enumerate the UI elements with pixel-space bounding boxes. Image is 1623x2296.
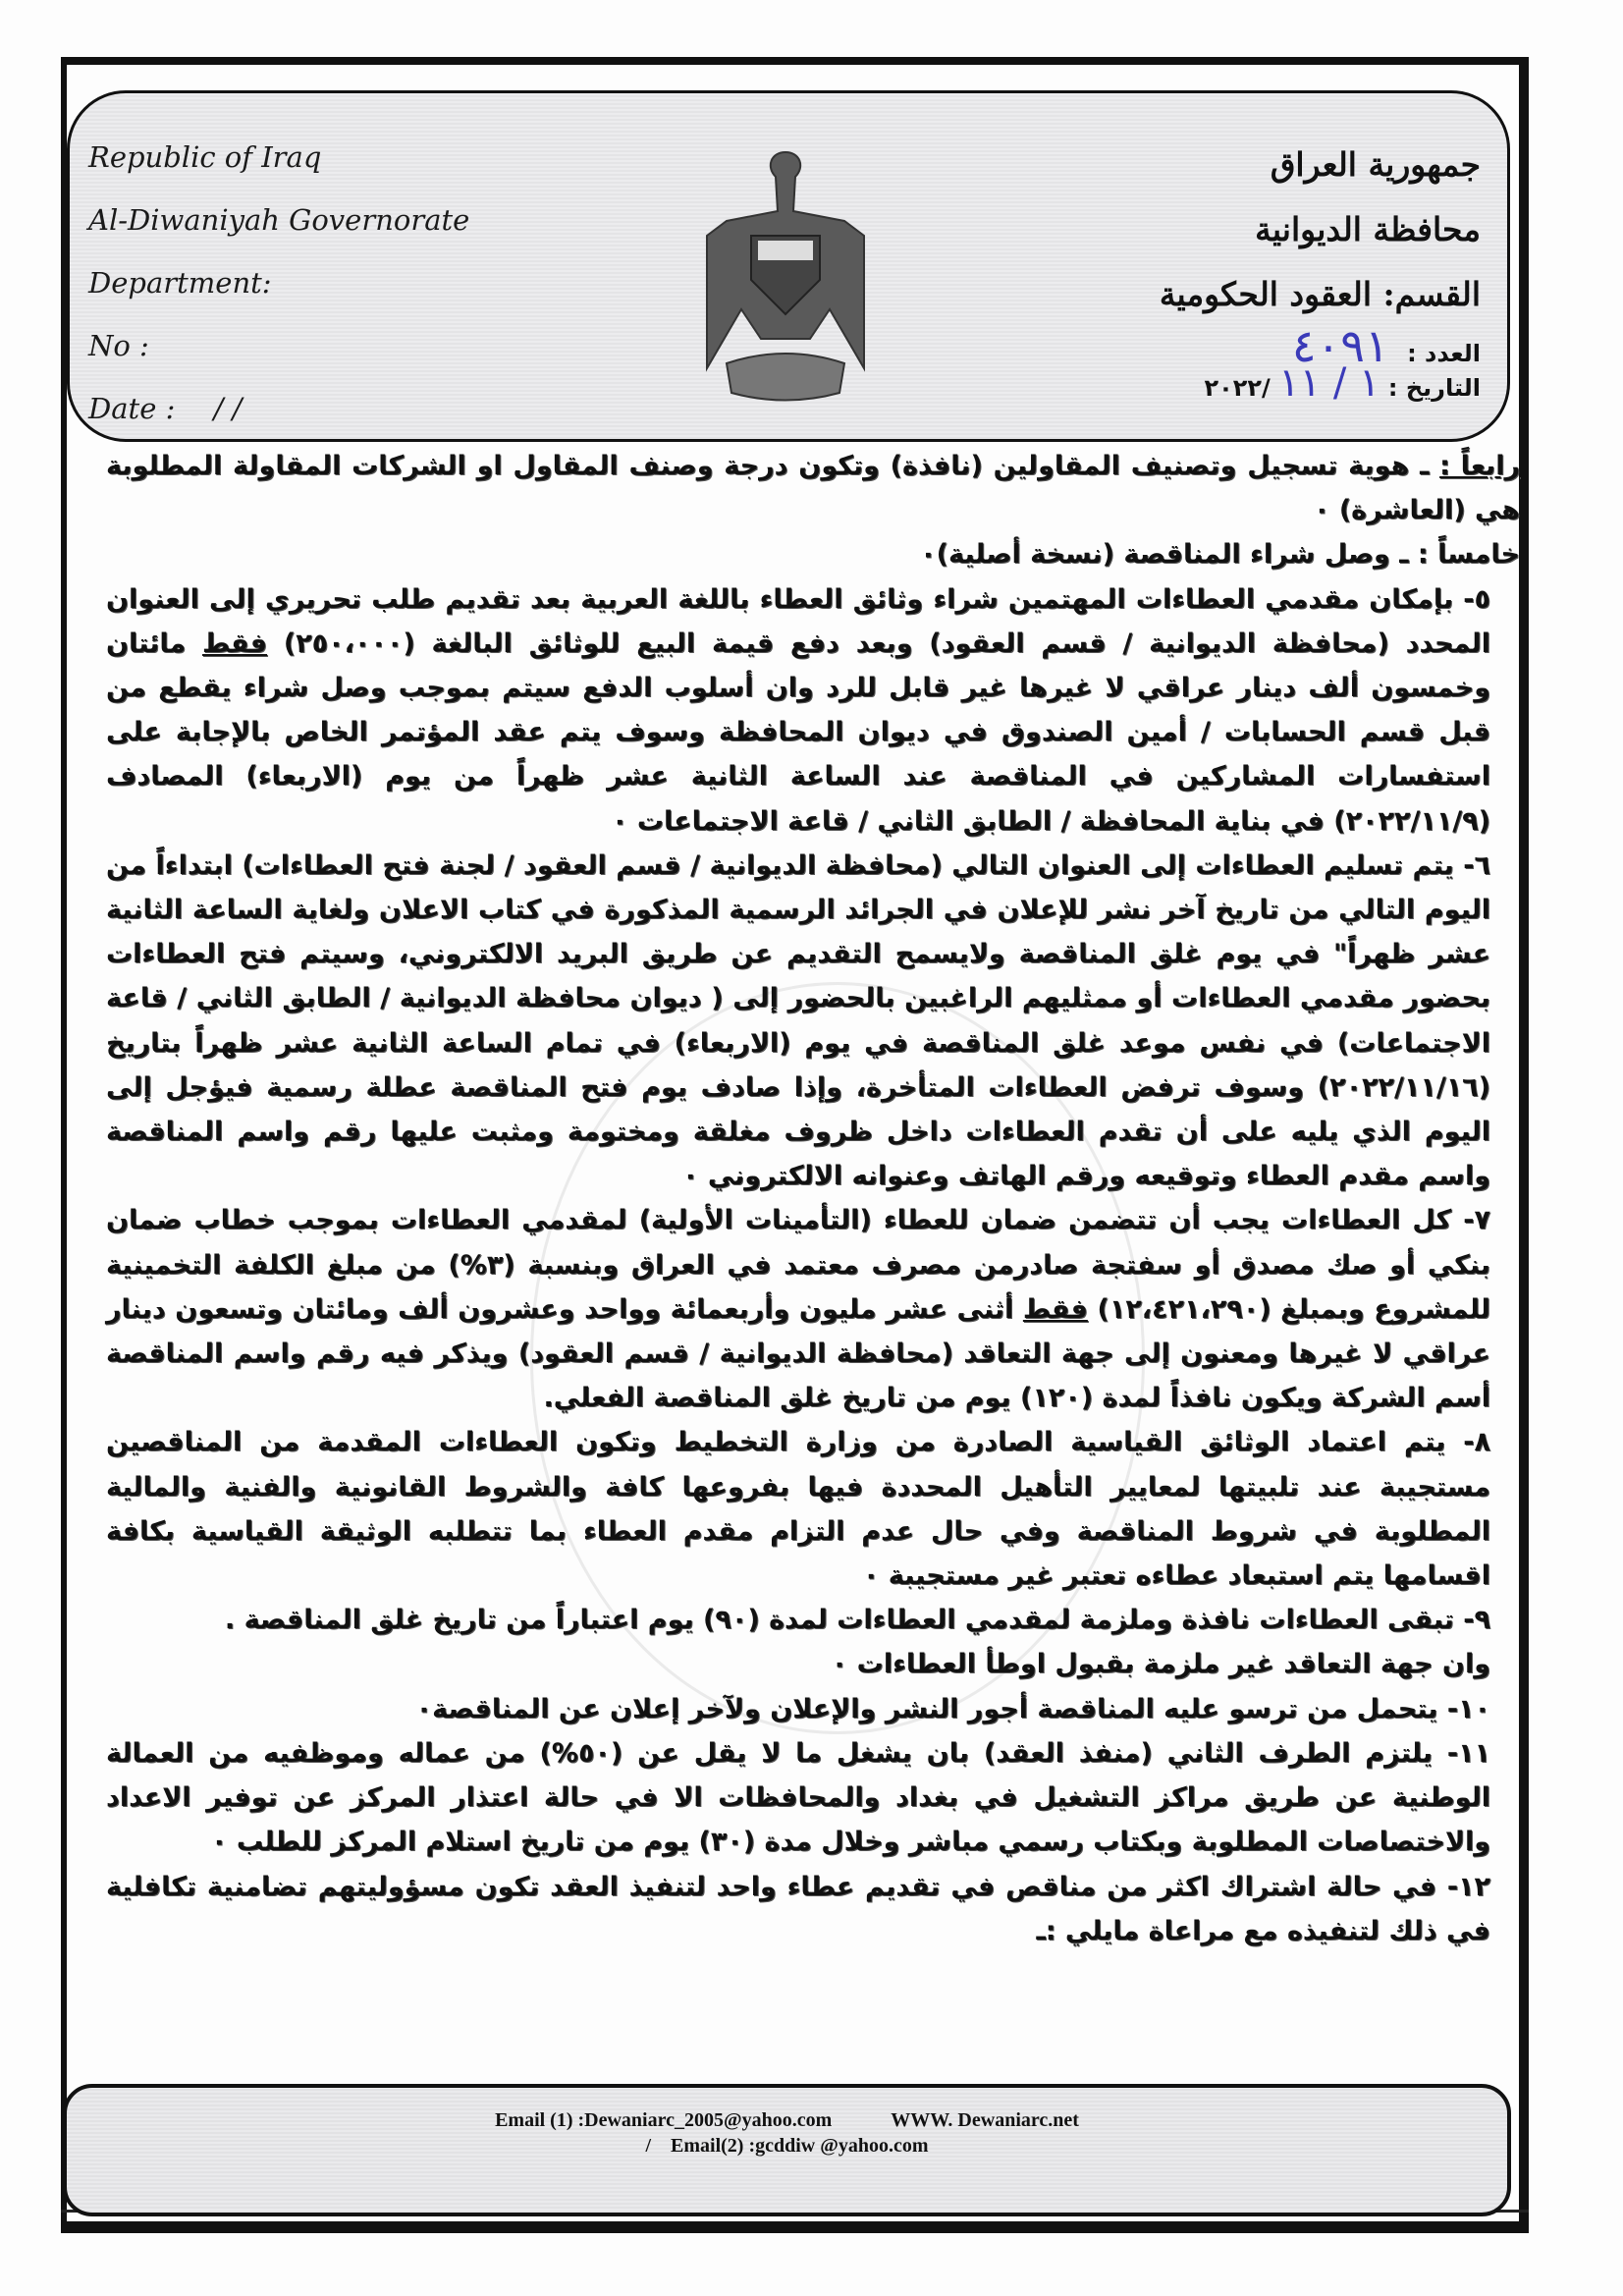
clause-7-underlined: فقط [1022, 1293, 1088, 1325]
footer-website[interactable]: WWW. Dewaniarc.net [891, 2109, 1079, 2131]
department-label-en: Department: [88, 266, 272, 300]
clause-12: ١٢- في حالة اشتراك اكثر من مناقص في تقديم عطاء واحد لتنفيذ العقد تكون مسؤوليتهم تضامنية تكافلية في ذلك لتنفيذه مع مراعاة مايلي :ـ [106, 1871, 1490, 1946]
clause-rabian-text-end: ) وتكون درجة وصنف المقاول او الشركات المقاولة المطلوبة هي (العاشرة) ٠ [106, 451, 1520, 526]
iraq-eagle-emblem-icon [668, 142, 903, 408]
letterhead-english [88, 126, 469, 440]
clause-9 [106, 1598, 1520, 1686]
clause-6-text-b: التقديم عن طريق البريد الالكتروني، وسيتم فتح العطاءات بحضور مقدمي العطاءات أو ممثليهم الراغبين بالحضور إلى ( ديوان محافظة الديوانية / الطابق الثاني / قاعة الاجتماعات) في نفس موعد غلق المناقصة في يوم (الاربعاء) في تمام الساعة الثانية عشر ظهراً بتاريخ (٢٠٢٢/١١/١٦) وسوف ترفض العطاءات المتأخرة، وإذا صادف يوم فتح المناقصة عطلة رسمية فيؤجل إلى اليوم الذي يليه على أن تقدم العطاءات داخل ظروف مغلقة ومختومة ومثبت عليها رقم واسم المناقصة واسم مقدم العطاء وتوقيعه ورقم الهاتف وعنوانه الالكتروني ٠ [106, 939, 1490, 1192]
date-row-ar [1160, 360, 1481, 406]
clause-11 [106, 1731, 1520, 1865]
clause-khamisan-text: ـ وصل شراء المناقصة ( [1102, 539, 1418, 571]
footer-contact-box [63, 2084, 1511, 2216]
clause-rabian-label: رابعاً : [1439, 451, 1520, 481]
clause-khamisan-end: )٠ [920, 539, 948, 571]
clause-6-text-a: ٦- يتم تسليم العطاءات إلى العنوان التالي (محافظة الديوانية / قسم العقود / لجنة فتح العطاءات) ابتداءاً من اليوم التالي من تاريخ آخر نشر للإعلان في الجرائد الرسمية المذكورة في كتاب الاعلان ولغاية الساعة الثانية عشر ظهراً" في يوم غلق المناقصة [106, 849, 1491, 970]
governorate-name-ar: محافظة الديوانية [1255, 210, 1481, 248]
clause-11-text-b: من عماله وموظفيه من العمالة الوطنية عن طريق مراكز التشغيل في بغداد والمحافظات الا في حالة اعتذار المركز عن توفير الاعداد والاختصاصات المطلوبة وبكتاب رسمي مباشر وخلال مدة (٣٠) يوم من تاريخ استلام المركز للطلب ٠ [106, 1737, 1490, 1858]
footer-email-1[interactable]: Email (1) :Dewaniarc_2005@yahoo.com [495, 2109, 833, 2131]
department-ar: القسم: العقود الحكومية [1159, 275, 1481, 313]
footer-contact [67, 2107, 1507, 2159]
footer-email-2[interactable]: Email(2) :gcddiw @yahoo.com [671, 2135, 929, 2157]
country-name-ar: جمهورية العراق [1270, 145, 1481, 184]
date-slashes-en: / / [213, 392, 243, 425]
clause-9-text-b: وان جهة التعاقد غير ملزمة بقبول اوطأ العطاءات ٠ [831, 1649, 1490, 1680]
handwritten-number: ٤٠٩١ [1291, 319, 1389, 372]
clause-7 [106, 1198, 1520, 1420]
date-label-en: Date : [88, 392, 176, 425]
clause-9-text-a: ٩- تبقى العطاءات نافذة وملزمة لمقدمي العطاءات لمدة (٩٠) يوم اعتباراً من تاريخ غلق المناقصة . [224, 1605, 1490, 1636]
clause-khamisan-label: خامساً : [1417, 539, 1520, 571]
document-body [106, 444, 1520, 1953]
clause-rabian [106, 444, 1520, 532]
footer-line-2 [67, 2133, 1507, 2159]
date-row-en [88, 377, 469, 440]
date-label-ar: التاريخ : [1387, 374, 1481, 402]
clause-5-text-a: ٥- بإمكان مقدمي العطاءات المهتمين شراء وثائق العطاء باللغة العربية بعد تقديم طلب تحريري إلى العنوان المحدد ( [106, 583, 1490, 659]
clause-5-bold: محافظة الديوانية / قسم العقود [941, 628, 1378, 659]
number-row-ar [1160, 319, 1481, 372]
clause-10: ١٠- يتحمل من ترسو عليه المناقصة أجور النشر والإعلان ولآخر إعلان عن المناقصة٠ [415, 1693, 1490, 1724]
footer-slash: / [645, 2135, 652, 2157]
clause-11-text-a: ١١- يلتزم الطرف الثاني (منفذ العقد) بان يشغل ما لا يقل عن [622, 1737, 1491, 1769]
handwritten-date: ١ / ١١ [1278, 360, 1380, 406]
bottom-rule-thick [61, 2221, 1529, 2233]
clause-6-bold: ولايسمح [894, 939, 1005, 970]
country-name-en: Republic of Iraq [88, 140, 322, 174]
clause-7-text-c: أثنى عشر مليون وأربعمائة وواحد وعشرون ألف ومائتان وتسعون دينار عراقي لا غيرها ومعنون إلى جهة التعاقد ( [106, 1293, 1490, 1370]
clause-7-text-d: ) ويذكر فيه رقم واسم المناقصة أسم الشركة ويكون نافذاً لمدة (١٢٠) يوم من تاريخ غلق المناقصة الفعلي. [106, 1339, 1490, 1414]
clause-11-percent: (٥٠%) [539, 1737, 623, 1769]
clause-khamisan [106, 532, 1520, 576]
clause-8: ٨- يتم اعتماد الوثائق القياسية الصادرة من وزارة التخطيط وتكون العطاءات المقدمة من المناقصين مستجيبة عند تلبيتها لمعايير التأهيل المحددة فيها بفروعها كافة والشروط القانونية والفنية والمالية المطلوبة في شروط المناقصة وفي حال عدم التزام مقدم العطاء بما تتطلبه الوثيقة القياسية بكافة اقسامها يتم استبعاد عطاءه تعتبر غير مستجيبة ٠ [106, 1427, 1490, 1592]
clause-khamisan-bold: نسخة أصلية [948, 539, 1103, 571]
footer-line-1 [67, 2107, 1507, 2133]
clause-5-text-b: ) وبعد دفع قيمة البيع للوثائق البالغة (٢٥٠،٠٠٠) [267, 628, 942, 659]
number-label-ar: العدد : [1407, 340, 1481, 367]
letterhead-arabic [1159, 133, 1481, 406]
clause-6 [106, 844, 1520, 1199]
clause-7-bold: محافظة الديوانية / قسم العقود [530, 1339, 942, 1370]
number-label-en: No : [88, 329, 149, 362]
clause-rabian-text: ـ هوية تسجيل وتصنيف المقاولين ( [970, 451, 1440, 481]
clause-7-percent: (٣%) [448, 1249, 515, 1281]
date-year-ar: /٢٠٢٢ [1204, 374, 1271, 402]
clause-5-text-c: مائتان وخمسون ألف دينار عراقي لا غيرها غير قابل للرد وان أسلوب الدفع سيتم بموجب وصل شراء يقطع من قبل قسم الحسابات / أمين الصندوق في ديوان المحافظة وسوف يتم عقد المؤتمر الخاص بالإجابة على استفسارات المشاركين في المناقصة عند الساعة الثانية عشر ظهراً من يوم (الاربعاء) المصادف (٢٠٢٢/١١/٩) في بناية المحافظة / الطابق الثاني / قاعة الاجتماعات ٠ [106, 628, 1490, 837]
clause-5-underlined: فقط [202, 628, 268, 659]
clause-5 [106, 577, 1520, 844]
clause-7-text-b: من مبلغ الكلفة التخمينية للمشروع وبمبلغ (١٢،٤٢١،٢٩٠) [106, 1249, 1490, 1325]
clause-7-text-a: ٧- كل العطاءات يجب أن تتضمن ضمان للعطاء (التأمينات الأولية) لمقدمي العطاءات بموجب خطاب ضمان بنكي أو صك مصدق أو سفتجة صادرمن مصرف معتمد في العراق وبنسبة [106, 1205, 1490, 1281]
governorate-name-en: Al-Diwaniyah Governorate [88, 203, 470, 237]
clause-rabian-bold: نافذة [902, 451, 971, 481]
